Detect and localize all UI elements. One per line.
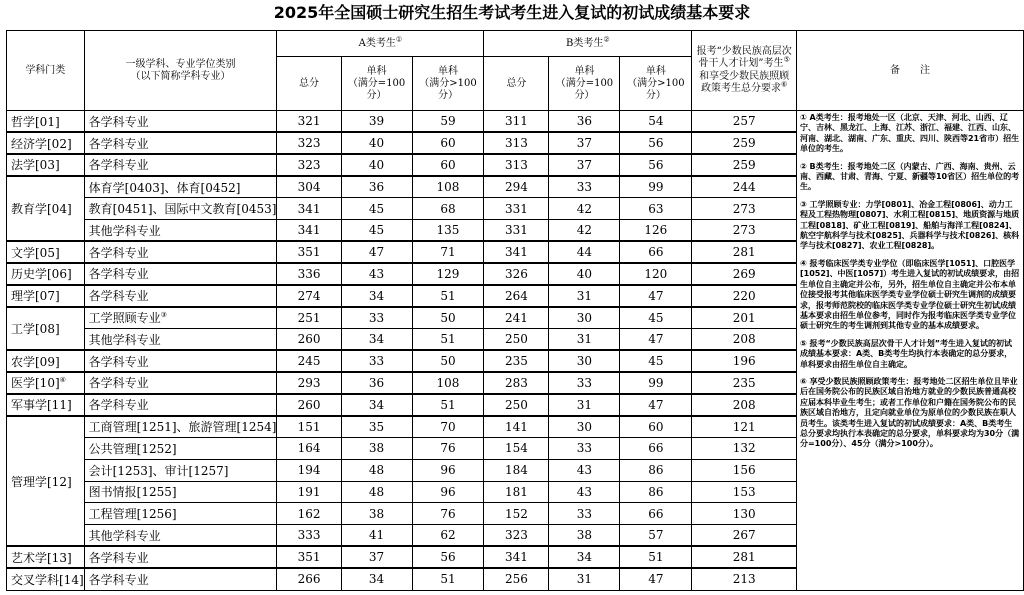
subject-label: 各学科专业 xyxy=(88,158,149,173)
score-a-total: 321 xyxy=(277,111,341,133)
subject-label: 各学科专业 xyxy=(88,354,149,369)
header-remarks: 备 注 xyxy=(796,31,1023,111)
subject-cell xyxy=(84,219,277,241)
score-a-total: 162 xyxy=(277,503,341,525)
score-b-total: 331 xyxy=(484,198,549,220)
remark-note-5: ⑤ 报考“少数民族高层次骨干人才计划”考生进入复试的初试成绩基本要求：A类、B类考生均执行本表确定的总分要求，单科要求由招生单位自主确定。 xyxy=(799,338,1013,369)
discipline-cell xyxy=(7,154,85,176)
score-special: 121 xyxy=(692,416,797,438)
subject-cell xyxy=(84,176,277,198)
score-b-s100: 30 xyxy=(549,350,620,372)
discipline-label: 交叉学科[14] xyxy=(11,572,84,587)
score-a-total: 351 xyxy=(277,546,341,568)
score-b-total: 256 xyxy=(484,568,549,590)
subject-cell xyxy=(84,416,277,438)
score-b-total: 283 xyxy=(484,372,549,394)
score-a-s100: 48 xyxy=(341,459,412,481)
score-special: 259 xyxy=(692,132,797,154)
subject-cell xyxy=(84,198,277,220)
score-a-sgt: 62 xyxy=(412,525,484,547)
discipline-cell xyxy=(7,416,85,547)
header-category xyxy=(84,31,277,111)
score-a-sgt: 50 xyxy=(412,350,484,372)
score-a-s100: 35 xyxy=(341,416,412,438)
subject-label: 教育[0451]、国际中文教育[0453] xyxy=(88,202,277,217)
score-b-s100: 31 xyxy=(549,328,620,350)
score-b-total: 152 xyxy=(484,503,549,525)
score-special: 220 xyxy=(692,285,797,307)
discipline-cell xyxy=(7,350,85,372)
header-class-b-note: ② xyxy=(603,35,610,44)
score-b-total: 341 xyxy=(484,241,549,263)
remark-note-1: ① A类考生：报考地处一区（北京、天津、河北、山西、辽宁、吉林、黑龙江、上海、江苏、浙江、福建、江西、山东、河南、湖北、湖南、广东、重庆、四川、陕西等21省市）招生单位的考生。 xyxy=(799,113,1020,154)
score-b-sgt: 45 xyxy=(620,307,692,329)
score-b-total: 241 xyxy=(484,307,549,329)
table-row xyxy=(7,111,1024,133)
subject-cell xyxy=(84,525,277,547)
subject-label: 各学科专业 xyxy=(88,376,149,391)
score-a-total: 260 xyxy=(277,394,341,416)
score-special: 259 xyxy=(692,154,797,176)
score-b-total: 250 xyxy=(484,394,549,416)
header-class-b-label: B类考生 xyxy=(566,37,604,49)
discipline-cell xyxy=(7,285,85,307)
score-special: 273 xyxy=(692,198,797,220)
subject-cell xyxy=(84,459,277,481)
score-a-total: 164 xyxy=(277,437,341,459)
score-a-total: 341 xyxy=(277,219,341,241)
header-class-b xyxy=(484,31,692,57)
subject-label: 各学科专业 xyxy=(88,572,149,587)
remark-note-6: ⑥ 享受少数民族照顾政策考生：报考地处二区招生单位且毕业后在国务院公布的民族区域自治地方就业的少数民族普通高校应届本科毕业生考生；或者工作单位和户籍在国务院公布的民族区域自治地方，且定向就业单位为原单位的少数民族在职人员考生。该类考生进入复试的初试成绩要求：A类、B类考生总分要求均执行本表确定的总分要求，单科要求均为30分（满分=100分）、45分（满分>100分）。 xyxy=(799,376,1020,449)
score-a-sgt: 96 xyxy=(412,459,484,481)
score-b-total: 313 xyxy=(484,132,549,154)
discipline-label: 工学[08] xyxy=(11,321,60,336)
remark-note-3: ③ 工学照顾专业：力学[0801]、冶金工程[0806]、动力工程及工程热物理[0807]、水利工程[0815]、地质资源与地质工程[0818]、矿业工程[0819]、船舶与海洋工程[0824]、航空宇航科学与技术[0825]、兵器科学与技术[0826]、核科学与技术[0827]、农业工程[0828]。 xyxy=(799,199,1020,251)
header-b-single-gt100-l2: （满分>100分） xyxy=(627,77,685,101)
subject-label: 体育学[0403]、体育[0452] xyxy=(88,180,241,195)
subject-label: 各学科专业 xyxy=(88,114,149,129)
header-class-a-note: ① xyxy=(395,35,403,44)
score-a-s100: 34 xyxy=(341,328,412,350)
score-a-sgt: 59 xyxy=(412,111,484,133)
score-a-total: 351 xyxy=(277,241,341,263)
score-a-total: 251 xyxy=(277,307,341,329)
discipline-cell xyxy=(7,307,85,351)
header-class-a-label: A类考生 xyxy=(358,37,396,49)
score-b-sgt: 47 xyxy=(620,285,692,307)
subject-cell xyxy=(84,503,277,525)
score-b-sgt: 66 xyxy=(620,241,692,263)
score-a-total: 194 xyxy=(277,459,341,481)
score-a-sgt: 76 xyxy=(412,503,484,525)
header-discipline: 学科门类 xyxy=(7,31,85,111)
subject-cell xyxy=(84,568,277,590)
score-b-s100: 33 xyxy=(549,437,620,459)
score-a-s100: 45 xyxy=(341,219,412,241)
score-a-s100: 34 xyxy=(341,285,412,307)
subject-cell xyxy=(84,546,277,568)
header-a-single-gt100-l2: （满分>100分） xyxy=(419,77,477,101)
score-a-s100: 33 xyxy=(341,350,412,372)
score-b-total: 154 xyxy=(484,437,549,459)
discipline-label: 历史学[06] xyxy=(11,267,72,282)
score-a-total: 336 xyxy=(277,263,341,285)
header-b-single100-l1: 单科 xyxy=(574,65,595,77)
subject-cell xyxy=(84,328,277,350)
subject-cell xyxy=(84,285,277,307)
score-b-sgt: 99 xyxy=(620,372,692,394)
header-category-line2: （以下简称学科专业） xyxy=(130,70,231,82)
score-a-total: 191 xyxy=(277,481,341,503)
discipline-label: 哲学[01] xyxy=(11,114,60,129)
header-special-part2: 和享受少数民族照顾政策考生总分要求 xyxy=(699,70,790,94)
score-b-sgt: 86 xyxy=(620,459,692,481)
header-b-single-gt100-l1: 单科 xyxy=(645,65,666,77)
subject-label: 其他学科专业 xyxy=(88,528,161,543)
score-a-s100: 38 xyxy=(341,437,412,459)
remarks-notes xyxy=(796,111,1023,591)
score-a-s100: 34 xyxy=(341,394,412,416)
score-a-sgt: 51 xyxy=(412,394,484,416)
score-b-total: 331 xyxy=(484,219,549,241)
discipline-label: 教育学[04] xyxy=(11,202,72,217)
score-a-sgt: 129 xyxy=(412,263,484,285)
subject-cell xyxy=(84,394,277,416)
score-b-s100: 33 xyxy=(549,503,620,525)
score-b-s100: 40 xyxy=(549,263,620,285)
score-special: 208 xyxy=(692,328,797,350)
score-a-total: 304 xyxy=(277,176,341,198)
score-special: 196 xyxy=(692,350,797,372)
score-special: 257 xyxy=(692,111,797,133)
score-a-total: 245 xyxy=(277,350,341,372)
score-a-sgt: 96 xyxy=(412,481,484,503)
discipline-cell xyxy=(7,176,85,241)
score-a-total: 341 xyxy=(277,198,341,220)
score-b-s100: 42 xyxy=(549,219,620,241)
subject-cell xyxy=(84,437,277,459)
score-b-s100: 31 xyxy=(549,394,620,416)
discipline-label: 军事学[11] xyxy=(11,398,72,413)
score-a-sgt: 51 xyxy=(412,328,484,350)
score-a-sgt: 108 xyxy=(412,372,484,394)
subject-label: 工程管理[1256] xyxy=(88,507,177,522)
score-a-s100: 45 xyxy=(341,198,412,220)
subject-cell xyxy=(84,111,277,133)
score-a-total: 333 xyxy=(277,525,341,547)
score-a-total: 293 xyxy=(277,372,341,394)
score-b-total: 264 xyxy=(484,285,549,307)
score-b-s100: 30 xyxy=(549,307,620,329)
header-b-single100 xyxy=(549,57,620,111)
score-b-s100: 43 xyxy=(549,481,620,503)
score-b-total: 181 xyxy=(484,481,549,503)
score-b-sgt: 57 xyxy=(620,525,692,547)
header-a-single100-l1: 单科 xyxy=(366,65,387,77)
subject-label: 公共管理[1252] xyxy=(88,441,177,456)
score-a-sgt: 51 xyxy=(412,568,484,590)
score-b-s100: 30 xyxy=(549,416,620,438)
discipline-label: 法学[03] xyxy=(11,158,60,173)
score-b-s100: 38 xyxy=(549,525,620,547)
score-b-sgt: 54 xyxy=(620,111,692,133)
discipline-cell xyxy=(7,111,85,133)
score-a-s100: 36 xyxy=(341,372,412,394)
header-b-single-gt100 xyxy=(620,57,692,111)
subject-cell xyxy=(84,372,277,394)
remark-note-2: ② B类考生：报考地处二区（内蒙古、广西、海南、贵州、云南、西藏、甘肃、青海、宁夏、新疆等10省区）招生单位的考生。 xyxy=(799,161,1020,192)
discipline-label: 艺术学[13] xyxy=(11,550,72,565)
header-special xyxy=(692,31,797,111)
subject-label: 各学科专业 xyxy=(88,550,149,565)
score-b-total: 294 xyxy=(484,176,549,198)
score-b-s100: 33 xyxy=(549,372,620,394)
score-special: 267 xyxy=(692,525,797,547)
discipline-note-marker: ④ xyxy=(59,376,66,385)
score-a-total: 274 xyxy=(277,285,341,307)
score-special: 153 xyxy=(692,481,797,503)
remark-note-4: ④ 报考临床医学类专业学位（即临床医学[1051]、口腔医学[1052]、中医[1057]）考生进入复试的初试成绩要求，由招生单位自主确定并公布，另外，招生单位自主确定并公布本单位接受报考其他临床医学类专业学位硕士研究生调剂的成绩要求，报考师范院校的临床医学类专业学位硕士研究生初试成绩基本要求由招生单位参考，同时作为报考临床医学类专业学位硕士研究生的考生调剂到其他专业的基本成绩要求。 xyxy=(799,258,1020,331)
score-b-sgt: 51 xyxy=(620,546,692,568)
score-b-sgt: 56 xyxy=(620,154,692,176)
score-b-total: 341 xyxy=(484,546,549,568)
score-b-sgt: 56 xyxy=(620,132,692,154)
subject-cell xyxy=(84,241,277,263)
discipline-cell xyxy=(7,546,85,568)
subject-label: 图书情报[1255] xyxy=(88,485,177,500)
subject-label: 各学科专业 xyxy=(88,398,149,413)
score-b-total: 250 xyxy=(484,328,549,350)
score-b-total: 141 xyxy=(484,416,549,438)
header-special-part1: 报考“少数民族高层次骨干人才计划”考生 xyxy=(696,45,792,69)
score-a-total: 323 xyxy=(277,154,341,176)
score-b-sgt: 47 xyxy=(620,568,692,590)
score-a-s100: 37 xyxy=(341,546,412,568)
discipline-label: 文学[05] xyxy=(11,245,60,260)
score-b-s100: 42 xyxy=(549,198,620,220)
subject-label: 其他学科专业 xyxy=(88,223,161,238)
discipline-cell xyxy=(7,241,85,263)
score-a-s100: 41 xyxy=(341,525,412,547)
score-b-s100: 36 xyxy=(549,111,620,133)
score-b-total: 313 xyxy=(484,154,549,176)
score-b-sgt: 99 xyxy=(620,176,692,198)
score-special: 213 xyxy=(692,568,797,590)
score-b-total: 311 xyxy=(484,111,549,133)
score-a-sgt: 60 xyxy=(412,154,484,176)
score-a-s100: 40 xyxy=(341,132,412,154)
score-special: 269 xyxy=(692,263,797,285)
score-a-s100: 33 xyxy=(341,307,412,329)
score-a-s100: 36 xyxy=(341,176,412,198)
discipline-cell xyxy=(7,372,85,394)
score-special: 208 xyxy=(692,394,797,416)
score-b-sgt: 63 xyxy=(620,198,692,220)
discipline-cell xyxy=(7,394,85,416)
score-table xyxy=(6,30,1024,591)
subject-label: 各学科专业 xyxy=(88,289,149,304)
subject-cell xyxy=(84,307,277,329)
score-b-s100: 44 xyxy=(549,241,620,263)
subject-cell xyxy=(84,481,277,503)
score-special: 235 xyxy=(692,372,797,394)
header-a-single-gt100-l1: 单科 xyxy=(437,65,458,77)
header-special-note2: ⑥ xyxy=(781,80,788,89)
score-a-sgt: 51 xyxy=(412,285,484,307)
discipline-label: 农学[09] xyxy=(11,354,60,369)
score-b-sgt: 47 xyxy=(620,328,692,350)
score-b-s100: 34 xyxy=(549,546,620,568)
score-a-sgt: 135 xyxy=(412,219,484,241)
score-a-sgt: 50 xyxy=(412,307,484,329)
score-b-sgt: 86 xyxy=(620,481,692,503)
header-b-single100-l2: （满分=100分） xyxy=(555,77,614,101)
score-b-total: 326 xyxy=(484,263,549,285)
score-b-sgt: 60 xyxy=(620,416,692,438)
header-a-single-gt100 xyxy=(412,57,484,111)
score-a-sgt: 71 xyxy=(412,241,484,263)
score-a-total: 151 xyxy=(277,416,341,438)
score-a-sgt: 60 xyxy=(412,132,484,154)
table-body xyxy=(7,111,1024,591)
score-special: 130 xyxy=(692,503,797,525)
score-b-sgt: 47 xyxy=(620,394,692,416)
score-b-s100: 37 xyxy=(549,132,620,154)
score-a-sgt: 68 xyxy=(412,198,484,220)
score-special: 281 xyxy=(692,241,797,263)
header-category-line1: 一级学科、专业学位类别 xyxy=(125,58,236,70)
score-special: 132 xyxy=(692,437,797,459)
subject-cell xyxy=(84,154,277,176)
score-b-sgt: 45 xyxy=(620,350,692,372)
score-b-sgt: 66 xyxy=(620,437,692,459)
score-b-total: 323 xyxy=(484,525,549,547)
score-special: 273 xyxy=(692,219,797,241)
discipline-label: 经济学[02] xyxy=(11,136,72,151)
subject-label: 各学科专业 xyxy=(88,245,149,260)
score-b-total: 184 xyxy=(484,459,549,481)
header-class-a xyxy=(277,31,484,57)
score-a-sgt: 76 xyxy=(412,437,484,459)
score-a-s100: 47 xyxy=(341,241,412,263)
subject-label: 工商管理[1251]、旅游管理[1254] xyxy=(88,420,277,435)
subject-label: 各学科专业 xyxy=(88,136,149,151)
header-special-note: ⑤ xyxy=(783,55,790,64)
score-b-s100: 43 xyxy=(549,459,620,481)
score-a-total: 266 xyxy=(277,568,341,590)
score-b-s100: 31 xyxy=(549,285,620,307)
score-a-s100: 39 xyxy=(341,111,412,133)
discipline-label: 医学[10] xyxy=(11,376,60,391)
score-special: 156 xyxy=(692,459,797,481)
score-a-total: 260 xyxy=(277,328,341,350)
score-a-s100: 40 xyxy=(341,154,412,176)
subject-label: 工学照顾专业 xyxy=(88,311,161,326)
subject-label: 其他学科专业 xyxy=(88,332,161,347)
score-b-s100: 31 xyxy=(549,568,620,590)
subject-label: 会计[1253]、审计[1257] xyxy=(88,463,229,478)
score-special: 281 xyxy=(692,546,797,568)
score-special: 201 xyxy=(692,307,797,329)
score-a-s100: 48 xyxy=(341,481,412,503)
subject-cell xyxy=(84,350,277,372)
score-a-s100: 34 xyxy=(341,568,412,590)
discipline-label: 理学[07] xyxy=(11,289,60,304)
subject-cell xyxy=(84,132,277,154)
score-a-sgt: 70 xyxy=(412,416,484,438)
subject-label: 各学科专业 xyxy=(88,267,149,282)
score-a-s100: 38 xyxy=(341,503,412,525)
discipline-label: 管理学[12] xyxy=(11,474,72,489)
score-b-sgt: 120 xyxy=(620,263,692,285)
header-b-total: 总分 xyxy=(484,57,549,111)
score-b-sgt: 126 xyxy=(620,219,692,241)
document-title: 2025年全国硕士研究生招生考试考生进入复试的初试成绩基本要求 xyxy=(273,3,751,22)
header-a-single100-l2: （满分=100分） xyxy=(347,77,406,101)
score-b-sgt: 66 xyxy=(620,503,692,525)
score-a-sgt: 108 xyxy=(412,176,484,198)
score-special: 244 xyxy=(692,176,797,198)
discipline-cell xyxy=(7,132,85,154)
discipline-cell xyxy=(7,568,85,590)
score-b-s100: 37 xyxy=(549,154,620,176)
score-b-s100: 33 xyxy=(549,176,620,198)
score-a-s100: 43 xyxy=(341,263,412,285)
score-a-sgt: 56 xyxy=(412,546,484,568)
score-b-total: 235 xyxy=(484,350,549,372)
header-a-total: 总分 xyxy=(277,57,341,111)
subject-cell xyxy=(84,263,277,285)
score-a-total: 323 xyxy=(277,132,341,154)
header-a-single100 xyxy=(341,57,412,111)
subject-note-marker: ③ xyxy=(160,311,167,320)
discipline-cell xyxy=(7,263,85,285)
